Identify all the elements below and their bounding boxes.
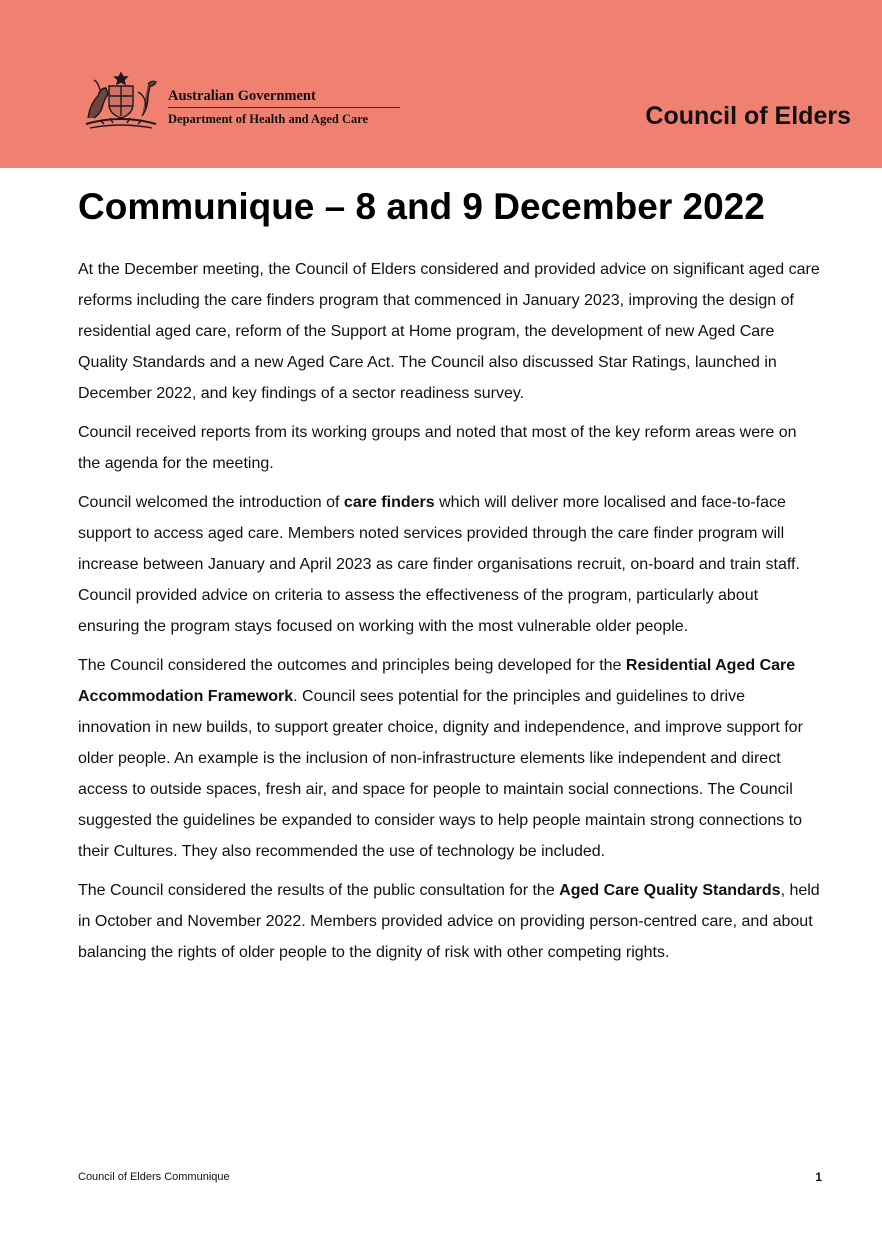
body-content	[78, 254, 820, 976]
government-name: Australian Government	[168, 88, 316, 104]
body-paragraph	[78, 875, 820, 968]
paragraph-text: . Council sees potential for the principles and guidelines to drive innovation in new builds, to support greater choice, dignity and independence, and improve support for older people. An example is the inclusion of non-infrastructure elements like independent and direct access to outside spaces, fresh air, and space for people to maintain social connections. The Council suggested the guidelines be expanded to consider ways to help people maintain strong connections to their Cultures. They also recommended the use of technology be included.	[78, 688, 803, 860]
paragraph-text: which will deliver more localised and face-to-face support to access aged care. Members noted services provided through the care finder program will increase between January and April 2023 as care finder organisations recruit, on-board and train staff. Council provided advice on criteria to assess the effectiveness of the program, particularly about ensuring the program stays focused on working with the most vulnerable older people.	[78, 494, 800, 635]
council-title: Council of Elders	[645, 102, 851, 130]
body-paragraph	[78, 254, 820, 409]
coat-of-arms-icon	[80, 70, 162, 132]
header-banner	[0, 0, 882, 168]
paragraph-text: The Council considered the results of the public consultation for the	[78, 882, 560, 899]
department-name: Department of Health and Aged Care	[168, 112, 369, 126]
paragraph-text: Council received reports from its working groups and noted that most of the key reform areas were on the agenda for the meeting.	[78, 424, 797, 472]
body-paragraph	[78, 487, 820, 642]
paragraph-text: At the December meeting, the Council of Elders considered and provided advice on significant aged care reforms including the care finders program that commenced in January 2023, improving the design of residential aged care, reform of the Support at Home program, the development of new Aged Care Quality Standards and a new Aged Care Act. The Council also discussed Star Ratings, launched in December 2022, and key findings of a sector readiness survey.	[78, 261, 820, 402]
bold-term: care finders	[343, 494, 435, 511]
paragraph-text: , held in October and November 2022. Members provided advice on providing person-centred care, and about balancing the rights of older people to the dignity of risk with other competing rights.	[78, 882, 820, 961]
body-paragraph	[78, 417, 820, 479]
body-paragraph	[78, 650, 820, 867]
page-number: 1	[815, 1170, 822, 1184]
logo-divider	[168, 107, 400, 108]
page-title: Communique – 8 and 9 December 2022	[78, 186, 765, 227]
footer-title: Council of Elders Communique	[78, 1171, 230, 1183]
paragraph-text: Council welcomed the introduction of	[78, 494, 344, 511]
government-logo-text	[168, 88, 402, 126]
bold-term: Aged Care Quality Standards	[559, 882, 781, 899]
bold-term: Residential Aged Care Accommodation Framework	[78, 657, 796, 705]
paragraph-text: The Council considered the outcomes and principles being developed for the	[78, 657, 626, 674]
